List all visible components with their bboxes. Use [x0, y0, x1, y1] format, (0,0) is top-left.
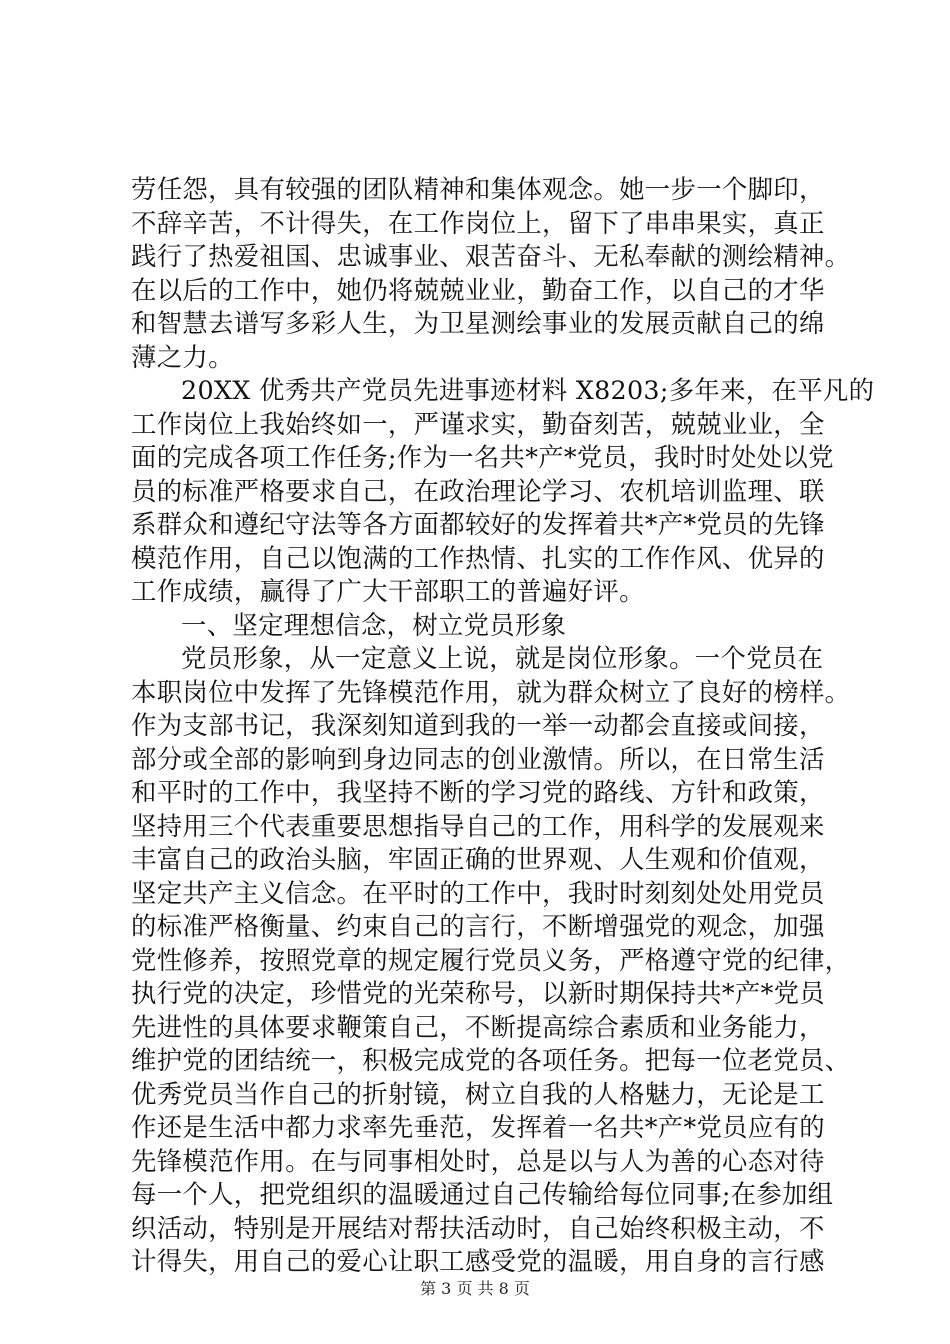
text-line: 作为支部书记，我深刻知道到我的一举一动都会直接或间接， [131, 710, 825, 740]
text-line: 不辞辛苦，不计得失，在工作岗位上，留下了串串果实，真正 [131, 207, 825, 238]
text-line: 先进性的具体要求鞭策自己，不断提高综合素质和业务能力， [131, 1011, 825, 1042]
text-line: 坚定共产主义信念。在平时的工作中，我时时刻刻处处用党员 [131, 877, 825, 908]
text-line: 丰富自己的政治头脑，牢固正确的世界观、人生观和价值观， [131, 844, 825, 874]
text-line: 工作成绩，赢得了广大干部职工的普遍好评。 [131, 576, 645, 606]
text-line: 在以后的工作中，她仍将兢兢业业，勤奋工作，以自己的才华 [131, 274, 825, 305]
text-line: 先锋模范作用。在与同事相处时，总是以与人为善的心态对待 [131, 1145, 825, 1176]
page-footer [0, 1276, 950, 1299]
text-line: 作还是生活中都力求率先垂范，发挥着一名共*产*党员应有的 [131, 1112, 825, 1142]
text-line: 面的完成各项工作任务;作为一名共*产*党员，我时时处处以党 [131, 442, 834, 472]
text-line: 劳任怨，具有较强的团队精神和集体观念。她一步一个脚印， [131, 174, 825, 204]
text-line: 执行党的决定，珍惜党的光荣称号，以新时期保持共*产*党员 [131, 978, 825, 1008]
text-line: 薄之力。 [131, 341, 234, 372]
text-line: 计得失，用自己的爱心让职工感受党的温暖，用自身的言行感 [131, 1246, 825, 1276]
document-body [131, 173, 875, 1279]
text-line: 部分或全部的影响到身边同志的创业激情。所以，在日常生活 [131, 743, 825, 774]
paragraph-start-line: 党员形象，从一定意义上说，就是岗位形象。一个党员在 [181, 643, 824, 673]
text-line: 维护党的团结统一，积极完成党的各项任务。把每一位老党员、 [131, 1045, 851, 1075]
text-line: 每一个人，把党组织的温暖通过自己传输给每位同事;在参加组 [131, 1179, 834, 1209]
text-line: 系群众和遵纪守法等各方面都较好的发挥着共*产*党员的先锋 [131, 509, 825, 539]
text-line: 的标准严格衡量、约束自己的言行，不断增强党的观念，加强 [131, 911, 825, 941]
text-line: 党性修养，按照党章的规定履行党员义务，严格遵守党的纪律， [131, 944, 851, 975]
text-line: 坚持用三个代表重要思想指导自己的工作，用科学的发展观来 [131, 810, 825, 841]
text-line: 和智慧去谱写多彩人生，为卫星测绘事业的发展贡献自己的绵 [131, 308, 825, 338]
text-line: 践行了热爱祖国、忠诚事业、艰苦奋斗、无私奉献的测绘精神。 [131, 241, 851, 271]
text-line: 模范作用，自己以饱满的工作热情、扎实的工作作风、优异的 [131, 542, 825, 573]
page-number-label: 第 3 页 共 8 页 [420, 1279, 530, 1298]
text-line: 织活动，特别是开展结对帮扶活动时，自己始终积极主动，不 [131, 1212, 825, 1243]
section-heading: 一、坚定理想信念，树立党员形象 [181, 609, 567, 640]
text-line: 优秀党员当作自己的折射镜，树立自我的人格魅力，无论是工 [131, 1078, 825, 1109]
paragraph-start-line: 20XX 优秀共产党员先进事迹材料 X8203;多年来，在平凡的 [181, 375, 875, 405]
text-line: 本职岗位中发挥了先锋模范作用，就为群众树立了良好的榜样。 [131, 676, 851, 707]
text-line: 和平时的工作中，我坚持不断的学习党的路线、方针和政策， [131, 777, 825, 807]
text-line: 员的标准严格要求自己，在政治理论学习、农机培训监理、联 [131, 475, 825, 506]
text-line: 工作岗位上我始终如一，严谨求实，勤奋刻苦，兢兢业业，全 [131, 408, 825, 439]
